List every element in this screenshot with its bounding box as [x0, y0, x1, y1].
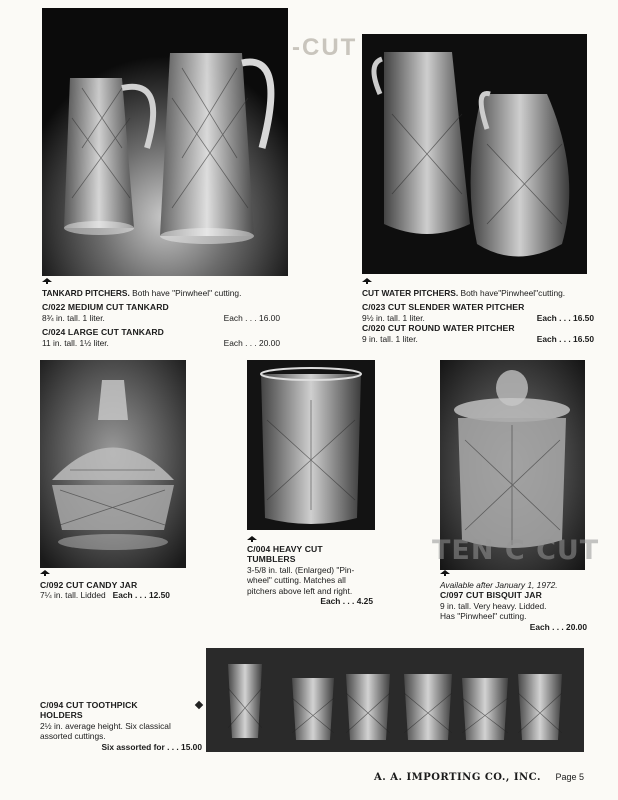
biscuit-desc: Has "Pinwheel" cutting. — [440, 611, 527, 622]
tankard-item-price: Each . . . 16.00 — [223, 312, 280, 323]
tumblers-caption — [247, 535, 377, 606]
tumblers-desc: wheel" cutting. Matches all — [247, 575, 346, 586]
tankard-caption — [42, 282, 294, 348]
tankard-pitchers-photo — [42, 8, 288, 276]
water-item-price: Each . . . 16.50 — [536, 312, 594, 323]
tumblers-title: C/004 HEAVY CUT — [247, 544, 323, 554]
toothpick-caption — [40, 700, 202, 752]
water-item-price: Each . . . 16.50 — [536, 333, 594, 344]
tankard-lead: TANKARD PITCHERS. — [42, 288, 130, 298]
page-number: Page 5 — [555, 772, 584, 782]
tankard-desc: Both have "Pinwheel" cutting. — [132, 288, 242, 298]
marker-icon — [40, 570, 50, 576]
candy-title: C/092 CUT CANDY JAR — [40, 580, 138, 590]
candy-price: Each . . . 12.50 — [112, 590, 170, 601]
tankard-item-row — [42, 338, 294, 348]
biscuit-price: Each . . . 20.00 — [529, 621, 587, 632]
tumbler-photo — [247, 360, 375, 530]
toothpick-price: Six assorted for . . . 15.00 — [101, 741, 202, 752]
toothpick-holders-photo — [206, 648, 584, 752]
tumblers-title-2: TUMBLERS — [247, 554, 296, 565]
toothpick-title: C/094 CUT TOOTHPICK — [40, 700, 138, 710]
water-item-row — [362, 334, 594, 344]
tumblers-price: Each . . . 4.25 — [320, 596, 373, 607]
water-item-title: C/020 CUT ROUND WATER PITCHER — [362, 323, 515, 334]
water-item-size: 9 in. tall. 1 liter. — [362, 333, 418, 344]
ghost-text: -CUT — [292, 34, 358, 61]
candy-jar-photo — [40, 360, 186, 568]
tankard-item-size: 11 in. tall. 1½ liter. — [42, 337, 109, 348]
tumblers-desc: 3-5/8 in. tall. (Enlarged) "Pin- — [247, 564, 355, 575]
water-pitchers-photo — [362, 34, 587, 274]
toothpick-desc: assorted cuttings. — [40, 731, 106, 742]
tankard-item-title: C/024 LARGE CUT TANKARD — [42, 327, 164, 338]
candy-caption — [40, 572, 210, 601]
tankard-item-row — [42, 313, 294, 323]
page-footer — [374, 772, 584, 783]
toothpick-title-2: HOLDERS — [40, 710, 83, 721]
water-item-title: C/023 CUT SLENDER WATER PITCHER — [362, 302, 525, 313]
marker-icon — [440, 570, 450, 576]
tankard-item-title: C/022 MEDIUM CUT TANKARD — [42, 302, 169, 313]
stamp-overlay: TEN C CUT — [432, 535, 600, 566]
biscuit-desc: 9 in. tall. Very heavy. Lidded. — [440, 600, 547, 611]
water-desc: Both have"Pinwheel"cutting. — [460, 288, 566, 298]
footer-brand: A. A. IMPORTING CO., INC. — [374, 772, 541, 783]
marker-icon — [362, 278, 372, 284]
biscuit-caption — [440, 572, 587, 632]
toothpick-desc: 2½ in. average height. Six classical — [40, 720, 171, 731]
tankard-item-price: Each . . . 20.00 — [223, 337, 280, 348]
biscuit-note: Available after January 1, 1972. — [440, 580, 558, 590]
water-item-row — [362, 313, 594, 323]
tumblers-desc: pitchers above left and right. — [247, 585, 353, 596]
marker-icon — [42, 278, 52, 284]
water-lead: CUT WATER PITCHERS. — [362, 288, 459, 298]
water-item-size: 9½ in. tall. 1 liter. — [362, 312, 425, 323]
tankard-item-size: 8¾ in. tall. 1 liter. — [42, 312, 105, 323]
candy-size: 7¼ in. tall. Lidded — [40, 590, 106, 601]
biscuit-title: C/097 CUT BISQUIT JAR — [440, 590, 542, 601]
water-caption — [362, 282, 594, 344]
marker-icon — [247, 536, 257, 542]
